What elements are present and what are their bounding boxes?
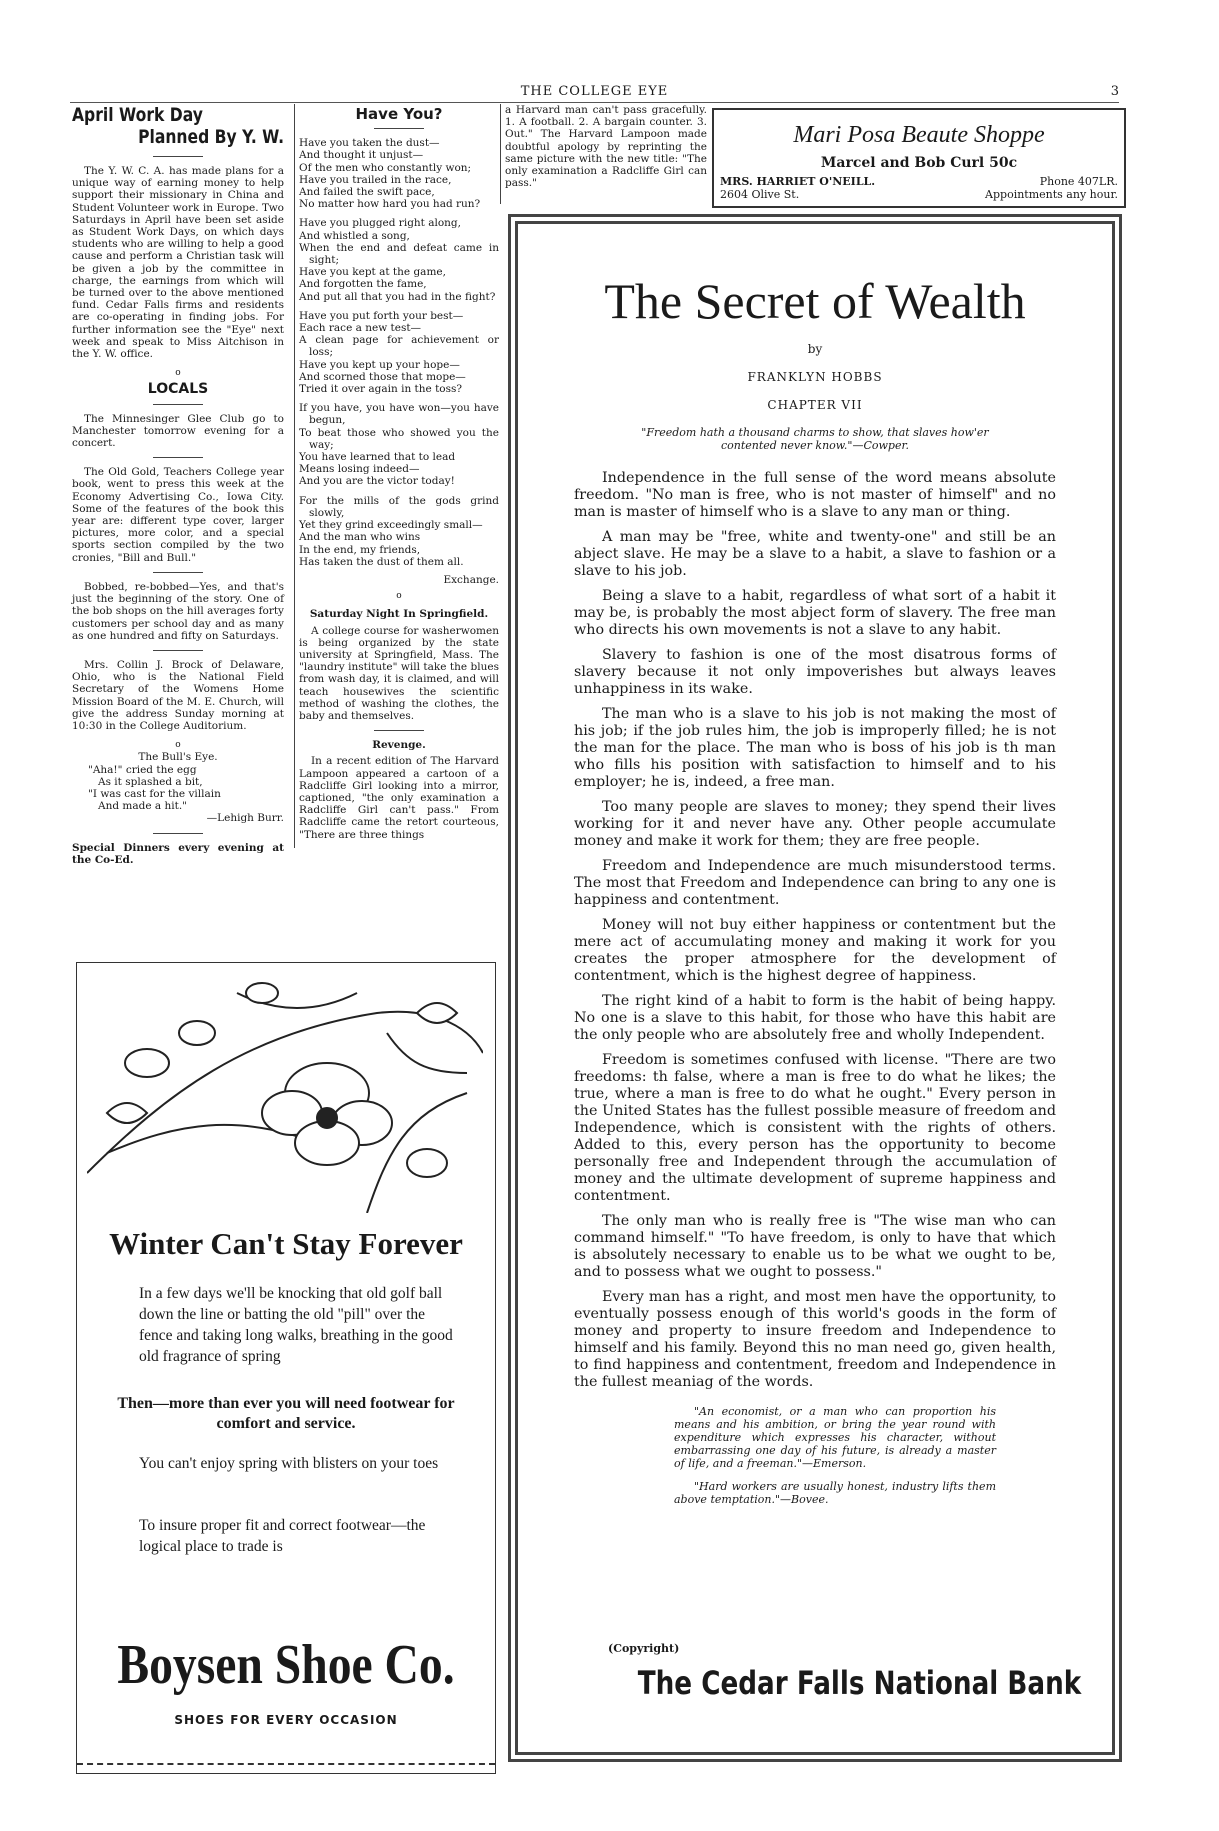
work-day-headline-1: April Work Day [72, 104, 203, 126]
separator: o [175, 740, 181, 751]
divider [153, 650, 203, 651]
mari-posa-subtitle: Marcel and Bob Curl 50c [820, 155, 1018, 171]
poem-line: "I was cast for the villain [88, 787, 221, 800]
poem-line: And you are the victor today! [299, 475, 455, 488]
poem-line: Have you kept up your hope— [299, 358, 460, 371]
divider [374, 128, 424, 129]
copyright-note: (Copyright) [608, 1642, 680, 1655]
mari-posa-title: Mari Posa Beaute Shoppe [793, 122, 1045, 148]
mari-posa-ad [712, 108, 1126, 208]
revenge-article: In a recent edition of The Harvard Lampoon appeared a cartoon of a Radcliffe Girl looking into a mirror, captioned, "the only examination a Radcliffe Girl can't pass." From Radcliffe came the retort courteous, "There are three things [299, 755, 499, 841]
poem-line: And scorned those that mope— [299, 370, 466, 383]
bovee-quote: "Hard workers are usually honest, industry lifts them above temptation."—Bovee. [674, 1480, 996, 1506]
shoe-bold-line: Then—more than ever you will need footwear for comfort and service. [117, 1395, 455, 1432]
divider [153, 156, 203, 157]
shoe-headline: Winter Can't Stay Forever [109, 1226, 463, 1261]
work-day-headline-2: Planned By Y. W. [138, 126, 284, 148]
poem-line: Have you taken the dust— [299, 137, 440, 150]
wealth-paragraph: Too many people are slaves to money; they spend their lives working for it and never have any. Other people accumulate money and make it work for them; they are free people. [574, 799, 1056, 849]
poem-line: Have you plugged right along, [299, 217, 461, 230]
newspaper-name: THE COLLEGE EYE [520, 84, 669, 99]
bulls-eye-poem [72, 764, 284, 825]
poem-line: A clean page for achievement or loss; [299, 334, 499, 359]
wealth-by: by [807, 342, 823, 356]
revenge-continued: a Harvard man can't pass gracefully. 1. A football. 2. A bargain counter. 3. Out." The Harvard Lampoon made doubtful apology by reprinting the same picture with the new title: "The only examination a Radcliffe Girl can pass." [505, 104, 707, 190]
poem-line: And forgotten the fame, [299, 278, 427, 291]
column-2 [294, 104, 499, 848]
floral-illustration [87, 973, 483, 1213]
poem-line: Have you trailed in the race, [299, 173, 452, 186]
poem-line: And thought it unjust— [299, 149, 424, 162]
poem-line: And failed the swift pace, [299, 186, 435, 199]
mari-posa-address: 2604 Olive St. [720, 188, 800, 201]
poem-line: Each race a new test— [299, 322, 422, 335]
wealth-paragraph: A man may be "free, white and twenty-one" and still be an abject slave. He may be a slave to a habit, a slave to fashion or a slave to his job. [574, 529, 1056, 579]
wealth-content [574, 260, 1056, 1506]
wealth-body [574, 470, 1056, 1391]
secret-of-wealth-ad [508, 214, 1122, 1762]
poem-line: You have learned that to lead [299, 451, 456, 464]
work-day-article: The Y. W. C. A. has made plans for a unique way of earning money to help support their missionary in China and Student Volunteer work in Europe. Two Saturdays in April have been set aside as Student Work Days, on which days students who are willing to help a good cause and perform a Christian task will be given a job by the committee in charge, the earnings from which will be turned over to the above mentioned fund. Cedar Falls firms and residents are co-operating in finding jobs. For further information see the "Eye" next week and speak to Miss Aitchison in the Y. W. office. [72, 165, 284, 361]
separator: o [396, 591, 402, 602]
local-item: The Minnesinger Glee Club go to Manchester tomorrow evening for a concert. [72, 412, 284, 450]
poem-line: When the end and defeat came in sight; [299, 241, 499, 267]
poem-line: For the mills of the gods grind slowly, [299, 494, 499, 519]
shoe-paragraph-2: You can't enjoy spring with blisters on your toes [139, 1455, 439, 1472]
poem-line: In the end, my friends, [299, 543, 421, 556]
page-number: 3 [1110, 84, 1119, 99]
stanza-break [299, 395, 499, 402]
poem-line: And made a hit." [98, 800, 187, 813]
poem-line: "Aha!" cried the egg [88, 763, 197, 776]
wealth-paragraph: The man who is a slave to his job is not making the most of his job; if the job rules him, the job is improperly filled; he is not the man for the place. The man who is boss of his job is th man who fills his position with satisfaction to himself and to his employer; he is, indeed, a free man. [574, 706, 1056, 790]
wealth-paragraph: Being a slave to a habit, regardless of what sort of a habit it may be, is probably the most abject form of slavery. The free man who directs his own movements is not a slave to any habit. [574, 588, 1056, 638]
bulls-eye-title: The Bull's Eye. [138, 751, 218, 764]
divider [153, 572, 203, 573]
divider [153, 404, 203, 405]
revenge-title: Revenge. [372, 739, 426, 752]
wealth-paragraph: Independence in the full sense of the word means absolute freedom. "No man is free, who is not master of himself" and no man is master of himself who is a slave to any man or thing. [574, 470, 1056, 520]
mari-posa-row-2 [714, 188, 1124, 201]
poem-line: Have you kept at the game, [299, 266, 446, 279]
poem-source: Exchange. [443, 573, 499, 586]
poem-line: As it splashed a bit, [98, 775, 203, 788]
poem-line: If you have, you have won—you have begun, [299, 402, 499, 427]
local-item: Mrs. Collin J. Brock of Delaware, Ohio, who is the National Field Secretary of the Womens Home Mission Board of the M. E. Church, will give the address Sunday morning at 10:30 in the College Auditorium. [72, 658, 284, 732]
local-item: Bobbed, re-bobbed—Yes, and that's just the beginning of the story. One of the bob shops on the hill averages forty customers per school day and as many as one hundred and fifty on Saturdays. [72, 580, 284, 642]
poem-line: And put all that you had in the fight? [299, 290, 496, 303]
wealth-title: The Secret of Wealth [604, 273, 1026, 329]
poem-line: Has taken the dust of them all. [299, 555, 464, 568]
poem-line: And whistled a song, [299, 229, 410, 242]
mari-posa-row-1 [714, 171, 1124, 188]
mari-posa-hours: Appointments any hour. [985, 188, 1118, 201]
emerson-quote: "An economist, or a man who can proportion his means and his ambition, or bring the year round with expenditure which expresses his character, without embarrassing one day of his future, is already a master of life, and a freeman."—Emerson. [674, 1405, 996, 1470]
wealth-paragraph: The only man who is really free is "The wise man who can command himself." "To have freedom, is only to have that which is absolutely necessary to enable us to be what we ought to be, and to possess what we ought to possess." [574, 1213, 1056, 1280]
locals-heading: LOCALS [147, 381, 209, 398]
wealth-chapter: CHAPTER VII [767, 398, 863, 412]
poem-line: Have you put forth your best— [299, 309, 464, 322]
page-header [70, 84, 1119, 103]
shoe-tagline: SHOES FOR EVERY OCCASION [174, 1713, 398, 1727]
wealth-paragraph: Money will not buy either happiness or contentment but the mere act of accumulating money and making it work for you creates the proper atmosphere for the development of contentment, which is the highest degree of happiness. [574, 917, 1056, 984]
wealth-paragraph: The right kind of a habit to form is the habit of being happy. No one is a slave to this habit, for those who have this habit are the only people who are absolutely free and wholly Independent. [574, 993, 1056, 1043]
stanza-break [299, 488, 499, 495]
bank-name: The Cedar Falls National Bank [637, 1664, 1082, 1702]
shoe-paragraph-3: To insure proper fit and correct footwear—the logical place to trade is [139, 1517, 426, 1555]
wealth-author: FRANKLYN HOBBS [747, 370, 883, 384]
poem-source: —Lehigh Burr. [206, 812, 284, 825]
wealth-paragraph: Slavery to fashion is one of the most disatrous forms of slavery because it not only impoverishes but always leaves unhappiness in its wake. [574, 647, 1056, 697]
stanza-break [299, 210, 499, 217]
wealth-paragraph: Every man has a right, and most men have the opportunity, to eventually possess enough of this world's goods in the form of money and property to insure freedom and Independence to himself and his family. Beyond this no man need go, given health, to find happiness and contentment, freedom and Independence in the fullest meaniag of the words. [574, 1289, 1056, 1390]
wealth-paragraph: Freedom and Independence are much misunderstood terms. The most that Freedom and Independence can bring to any one is happiness and contentment. [574, 858, 1056, 908]
shoe-store-name: Boysen Shoe Co. [117, 1634, 455, 1696]
poem-line: Yet they grind exceedingly small— [299, 519, 483, 532]
poem-line: Means losing indeed— [299, 463, 420, 476]
shoe-paragraph-1: In a few days we'll be knocking that old golf ball down the line or batting the old "pill" over the fence and taking long walks, breathing in the good old fragrance of spring [139, 1285, 453, 1365]
springfield-title: Saturday Night In Springfield. [309, 608, 489, 621]
column-3 [500, 104, 707, 204]
column-1 [72, 104, 284, 866]
wealth-epigraph: "Freedom hath a thousand charms to show, that slaves how'er contented never know."—Cowper. [641, 426, 989, 452]
local-item: The Old Gold, Teachers College year book, went to press this week at the Economy Advertising Co., Iowa City. Some of the features of the book this year are: different type cover, larger pictures, more color, and a special sports section compiled by the two cronies, "Bill and Bull." [72, 466, 284, 564]
divider [153, 457, 203, 458]
boysen-shoe-ad [76, 962, 496, 1774]
co-ed-notice: Special Dinners every evening at the Co-Ed. [72, 841, 284, 866]
separator: o [175, 368, 181, 379]
poem-line: And the man who wins [299, 531, 421, 544]
springfield-article: A college course for washerwomen is being organized by the state university at Springfield, Mass. The "laundry institute" will take the blues from wash day, it is claimed, and will teach housewives the scientific method of washing the clothes, the baby and themselves. [299, 624, 499, 722]
dashed-border [77, 1763, 495, 1765]
have-you-title: Have You? [355, 105, 443, 123]
divider [153, 833, 203, 834]
poem-line: Of the men who constantly won; [299, 161, 472, 174]
poem-line: Tried it over again in the toss? [299, 383, 463, 396]
mari-posa-owner: MRS. HARRIET O'NEILL. [720, 175, 876, 188]
poem-line: No matter how hard you had run? [299, 198, 481, 211]
divider [374, 730, 424, 731]
wealth-paragraph: Freedom is sometimes confused with license. "There are two freedoms: th false, where a man is free to do what he likes; the true, where a man is free to do what he ought." Every person in the United States has the fullest possible measure of freedom and Independence, which is consistent with the rights of others. Added to this, every person has the opportunity to become personally free and Independent through the accumulation of money and the ultimate development of supreme happiness and contentment. [574, 1052, 1056, 1204]
mari-posa-phone: Phone 407LR. [1039, 175, 1118, 188]
stanza-break [299, 303, 499, 310]
poem-line: To beat those who showed you the way; [299, 426, 499, 451]
have-you-poem [299, 137, 499, 568]
